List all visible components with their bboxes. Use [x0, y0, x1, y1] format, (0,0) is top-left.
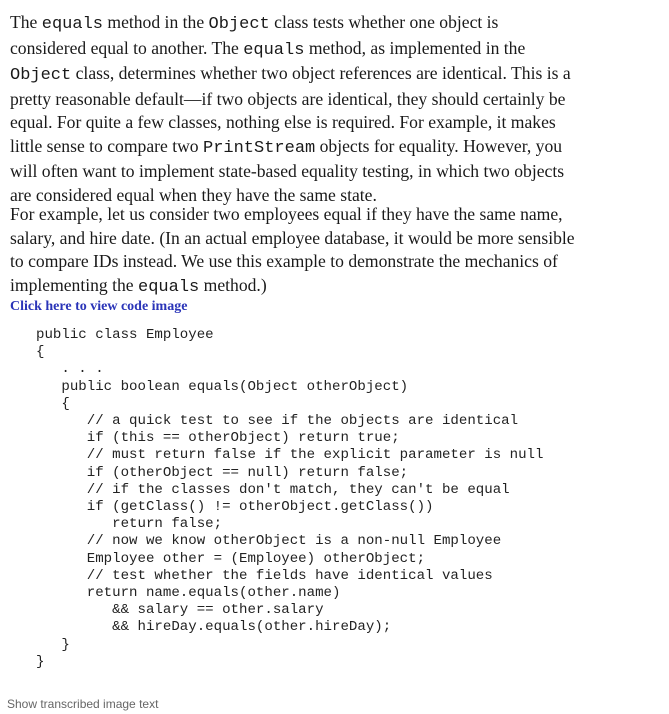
text-run: For example, let us consider two employees equal if they have the same name,	[10, 204, 563, 224]
paragraph-employee-example	[10, 203, 650, 299]
inline-code: Object	[208, 15, 270, 34]
code-line: if (this == otherObject) return true;	[36, 430, 400, 447]
code-line: && salary == other.salary	[36, 602, 324, 619]
text-line	[10, 274, 650, 300]
text-run: objects for equality. However, you	[315, 135, 563, 156]
code-line: . . .	[36, 361, 104, 378]
code-line: return name.equals(other.name)	[36, 585, 341, 602]
code-line: }	[36, 636, 70, 653]
text-run: method.)	[199, 274, 267, 295]
text-run: salary, and hire date. (In an actual employee database, it would be more sensible	[10, 227, 575, 248]
text-line	[10, 250, 650, 274]
code-line: // a quick test to see if the objects are identical	[36, 413, 519, 430]
text-run: class, determines whether two object references are identical. This is a	[71, 63, 571, 83]
code-line: public boolean equals(Object otherObject)	[36, 378, 409, 395]
inline-code: equals	[243, 40, 305, 60]
code-line: if (getClass() != otherObject.getClass())	[36, 499, 434, 516]
text-line	[10, 11, 650, 37]
inline-code: Object	[10, 66, 72, 85]
inline-code: equals	[41, 15, 103, 34]
code-line: // if the classes don't match, they can't be equal	[36, 481, 510, 498]
code-block-employee-equals	[36, 327, 543, 671]
text-line	[10, 203, 650, 227]
text-line	[10, 37, 650, 63]
text-line	[10, 160, 650, 184]
text-run: are considered equal when they have the same state.	[10, 184, 377, 205]
text-run: little sense to compare two	[10, 135, 203, 156]
code-line: && hireDay.equals(other.hireDay);	[36, 619, 392, 636]
text-run: method, as implemented in the	[304, 37, 526, 58]
text-line	[10, 88, 650, 112]
view-code-image-link[interactable]: Click here to view code image	[10, 299, 188, 314]
code-line: // test whether the fields have identical values	[36, 567, 493, 584]
code-line: Employee other = (Employee) otherObject;	[36, 550, 426, 567]
text-run: will often want to implement state-based equality testing, in which two objects	[10, 161, 565, 181]
code-line: }	[36, 653, 45, 670]
text-line	[10, 62, 650, 88]
text-line	[10, 227, 650, 251]
inline-code: equals	[138, 277, 200, 297]
text-run: considered equal to another. The	[10, 37, 244, 58]
text-line	[10, 111, 650, 135]
text-run: pretty reasonable default—if two objects are identical, they should certainly be	[10, 88, 566, 109]
text-run: method in the	[102, 12, 209, 32]
text-run: implementing the	[10, 274, 139, 295]
text-run: equal. For quite a few classes, nothing else is required. For example, it makes	[10, 112, 556, 132]
code-line: {	[36, 395, 70, 412]
code-line: // now we know otherObject is a non-null Employee	[36, 533, 502, 550]
code-line: // must return false if the explicit parameter is null	[36, 447, 544, 464]
code-line: if (otherObject == null) return false;	[36, 464, 409, 481]
code-line: public class Employee	[36, 327, 214, 343]
text-run: The	[10, 12, 42, 32]
code-line: {	[36, 344, 45, 361]
paragraph-equals-intro	[10, 11, 650, 207]
code-line: return false;	[36, 516, 223, 533]
text-run: class tests whether one object is	[269, 12, 499, 32]
text-line	[10, 135, 650, 161]
inline-code: PrintStream	[203, 138, 316, 158]
text-run: to compare IDs instead. We use this example to demonstrate the mechanics of	[10, 251, 558, 271]
show-transcribed-text-link[interactable]: Show transcribed image text	[7, 697, 159, 711]
